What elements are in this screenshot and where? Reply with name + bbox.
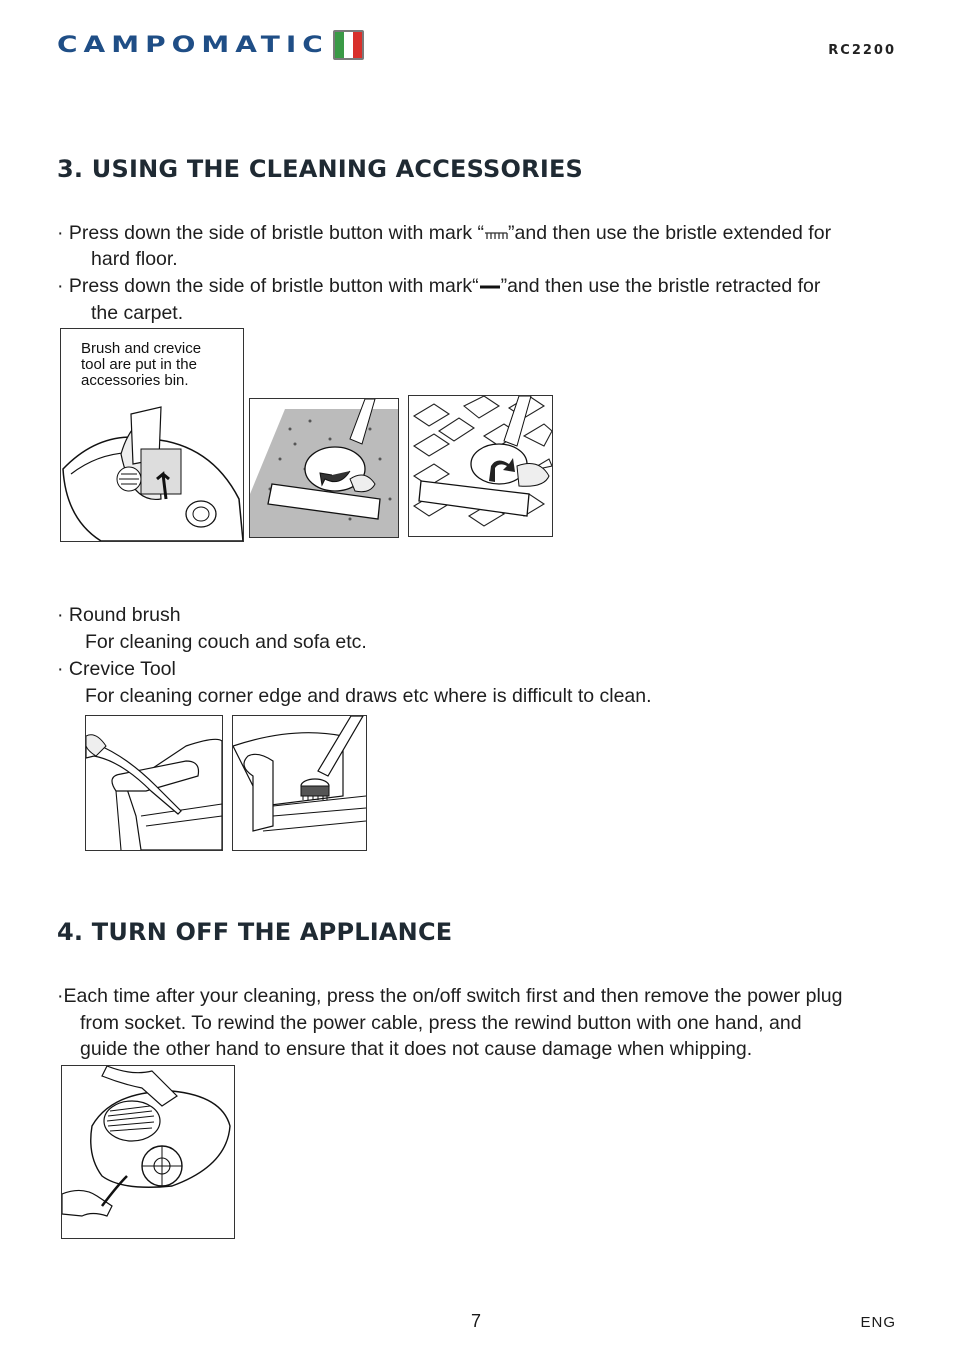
bullet-hard-floor-cont: hard floor. (91, 248, 178, 270)
caption-line: tool are put in the (81, 356, 197, 373)
rewind-cable-illustration (62, 1066, 234, 1238)
crevice-tool-label: · Crevice Tool (57, 658, 176, 680)
caption-line: Brush and crevice (81, 340, 202, 357)
bristle-extended-mark-icon (484, 228, 508, 240)
language-label: ENG (860, 1314, 896, 1331)
crevice-tool-desc: For cleaning corner edge and draws etc where is difficult to clean. (85, 685, 652, 707)
bullet-hard-floor-text-b: ”and then use the bristle extended for (508, 222, 832, 244)
bullet-carpet-cont: the carpet. (91, 302, 184, 324)
figure-carpet-brush (249, 398, 399, 538)
italian-flag-icon (333, 30, 364, 60)
turn-off-line-3: guide the other hand to ensure that it does not cause damage when whipping. (80, 1038, 753, 1060)
hard-floor-brush-illustration (409, 396, 552, 536)
page-number: 7 (471, 1311, 482, 1331)
caption-line: accessories bin. (81, 372, 189, 389)
vacuum-open-lid-illustration (61, 329, 243, 541)
bristle-retracted-mark-icon (479, 281, 501, 293)
carpet-brush-illustration (250, 399, 398, 537)
figure-rewind-cable (61, 1065, 235, 1239)
model-number: RC2200 (828, 43, 896, 58)
bullet-hard-floor-text-a: · Press down the side of bristle button with mark “ (57, 222, 485, 244)
figure-round-brush-sofa (232, 715, 367, 851)
round-brush-desc: For cleaning couch and sofa etc. (85, 631, 367, 653)
crevice-tool-illustration (86, 716, 222, 850)
figure-crevice-tool-sofa (85, 715, 223, 851)
brand-logo (57, 30, 364, 60)
section-3-title: 3. USING THE CLEANING ACCESSORIES (57, 155, 584, 183)
bullet-carpet-text-a: · Press down the side of bristle button with mark“ (57, 275, 479, 297)
bullet-hard-floor (57, 220, 831, 247)
round-brush-illustration (233, 716, 366, 850)
brand-name: CAMPOMATIC (57, 31, 329, 58)
figure-hard-floor-brush (408, 395, 553, 537)
bullet-carpet (57, 273, 820, 300)
bullet-carpet-text-b: ”and then use the bristle retracted for (500, 275, 821, 297)
figure-accessories-bin (60, 328, 244, 542)
round-brush-label: · Round brush (57, 604, 181, 626)
turn-off-line-2: from socket. To rewind the power cable, press the rewind button with one hand, and (80, 1012, 802, 1034)
section-4-title: 4. TURN OFF THE APPLIANCE (57, 918, 453, 946)
turn-off-line-1: ·Each time after your cleaning, press the on/off switch first and then remove the power plug (57, 985, 843, 1007)
